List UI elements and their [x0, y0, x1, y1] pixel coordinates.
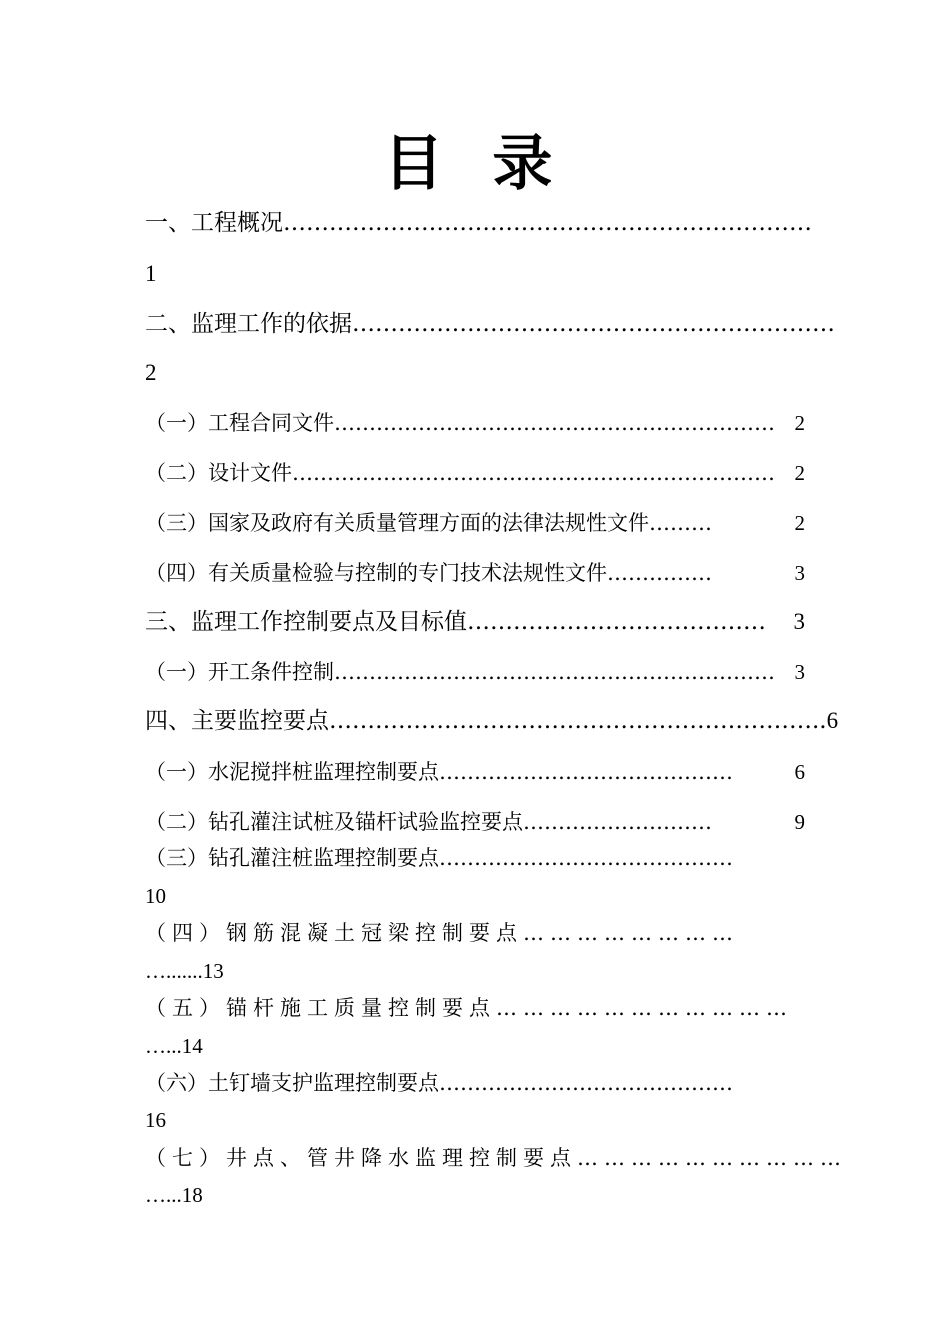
toc-entry-14[interactable]	[145, 993, 805, 1023]
toc-leader: ………………………………………………………	[334, 660, 775, 684]
toc-leader: ……………………………………	[439, 760, 733, 784]
toc-leader: …...	[145, 1034, 182, 1058]
toc-entry-page: 2	[794, 511, 805, 535]
toc-entry-12[interactable]	[145, 843, 805, 873]
toc-entry-2[interactable]	[145, 309, 835, 339]
toc-entry-text: （五）锚杆施工质量控制要点	[145, 996, 496, 1020]
toc-entry-page: 2	[794, 411, 805, 435]
toc-entry-page: 9	[794, 810, 805, 834]
toc-entry-7[interactable]	[145, 607, 805, 637]
toc-entry-text: （四）有关质量检验与控制的专门技术法规性文件	[145, 561, 607, 585]
toc-entry-text: 四、主要监控要点	[145, 708, 329, 734]
toc-entry-text: 二、监理工作的依据	[145, 311, 352, 337]
toc-entry-text: （二）设计文件	[145, 461, 292, 485]
toc-leader: …...	[145, 1183, 182, 1207]
toc-entry-text: （三）钻孔灌注桩监理控制要点	[145, 846, 439, 870]
toc-entry-3[interactable]	[145, 408, 805, 438]
toc-entry-page: 10	[145, 884, 166, 908]
toc-entry-page: 18	[181, 1183, 203, 1207]
toc-entry-11[interactable]	[145, 807, 805, 837]
toc-entry-13-cont	[145, 956, 805, 986]
toc-entry-text: （三）国家及政府有关质量管理方面的法律法规性文件	[145, 511, 649, 535]
toc-entry-page: 3	[794, 660, 805, 684]
toc-entry-page: 16	[145, 1108, 166, 1132]
toc-entry-page: 6	[794, 760, 805, 784]
toc-leader: ……………………………	[496, 996, 793, 1020]
toc-leader: ……………………	[523, 921, 739, 945]
toc-entry-16[interactable]	[145, 1143, 847, 1173]
toc-leader: ………………………	[523, 810, 712, 834]
toc-entry-page: 3	[793, 609, 805, 634]
toc-entry-10[interactable]	[145, 757, 805, 787]
toc-entry-page: 3	[794, 561, 805, 585]
toc-entry-16-cont	[145, 1180, 805, 1210]
toc-entry-page: 2	[794, 461, 805, 485]
toc-entry-1[interactable]	[145, 208, 812, 238]
toc-leader: ………………………………………………………	[334, 411, 775, 435]
toc-leader: …………………………………	[467, 609, 766, 635]
toc-entry-text: （一）开工条件控制	[145, 660, 334, 684]
toc-entry-9[interactable]	[145, 706, 839, 736]
toc-leader: ………	[649, 511, 712, 535]
page-title: 目 录	[383, 129, 567, 199]
toc-leader: ….......	[145, 959, 203, 983]
toc-leader: …………………………	[577, 1146, 847, 1170]
toc-entry-5[interactable]	[145, 508, 805, 538]
toc-entry-page: 1	[145, 261, 157, 286]
toc-leader: ……………………………………………………………	[283, 210, 812, 236]
toc-leader: ……………………………………………………………	[292, 461, 775, 485]
toc-entry-text: （二）钻孔灌注试桩及锚杆试验监控要点	[145, 810, 523, 834]
toc-entry-page: 6	[826, 708, 839, 733]
toc-entry-4[interactable]	[145, 458, 805, 488]
toc-entry-text: （七）井点、管井降水监理控制要点	[145, 1146, 577, 1170]
toc-entry-page: 14	[181, 1034, 203, 1058]
toc-entry-6[interactable]	[145, 558, 805, 588]
toc-leader: ………………………………………………………..	[329, 708, 827, 734]
toc-leader: ……………………………………	[439, 846, 733, 870]
toc-entry-text: 三、监理工作控制要点及目标值	[145, 609, 467, 635]
toc-leader: ……………………………………	[439, 1071, 733, 1095]
toc-entry-text: （六）土钉墙支护监理控制要点	[145, 1071, 439, 1095]
toc-entry-8[interactable]	[145, 657, 805, 687]
toc-leader: ………………………………………………………	[352, 311, 835, 337]
toc-entry-text: （四）钢筋混凝土冠梁控制要点	[145, 921, 523, 945]
toc-leader: ……………	[607, 561, 712, 585]
toc-entry-13[interactable]	[145, 918, 805, 948]
toc-entry-text: （一）工程合同文件	[145, 411, 334, 435]
toc-entry-14-cont	[145, 1031, 805, 1061]
toc-entry-text: 一、工程概况	[145, 210, 283, 236]
toc-entry-page: 2	[145, 360, 157, 385]
toc-entry-15[interactable]	[145, 1068, 805, 1098]
toc-entry-text: （一）水泥搅拌桩监理控制要点	[145, 760, 439, 784]
toc-entry-page: 13	[202, 959, 224, 983]
